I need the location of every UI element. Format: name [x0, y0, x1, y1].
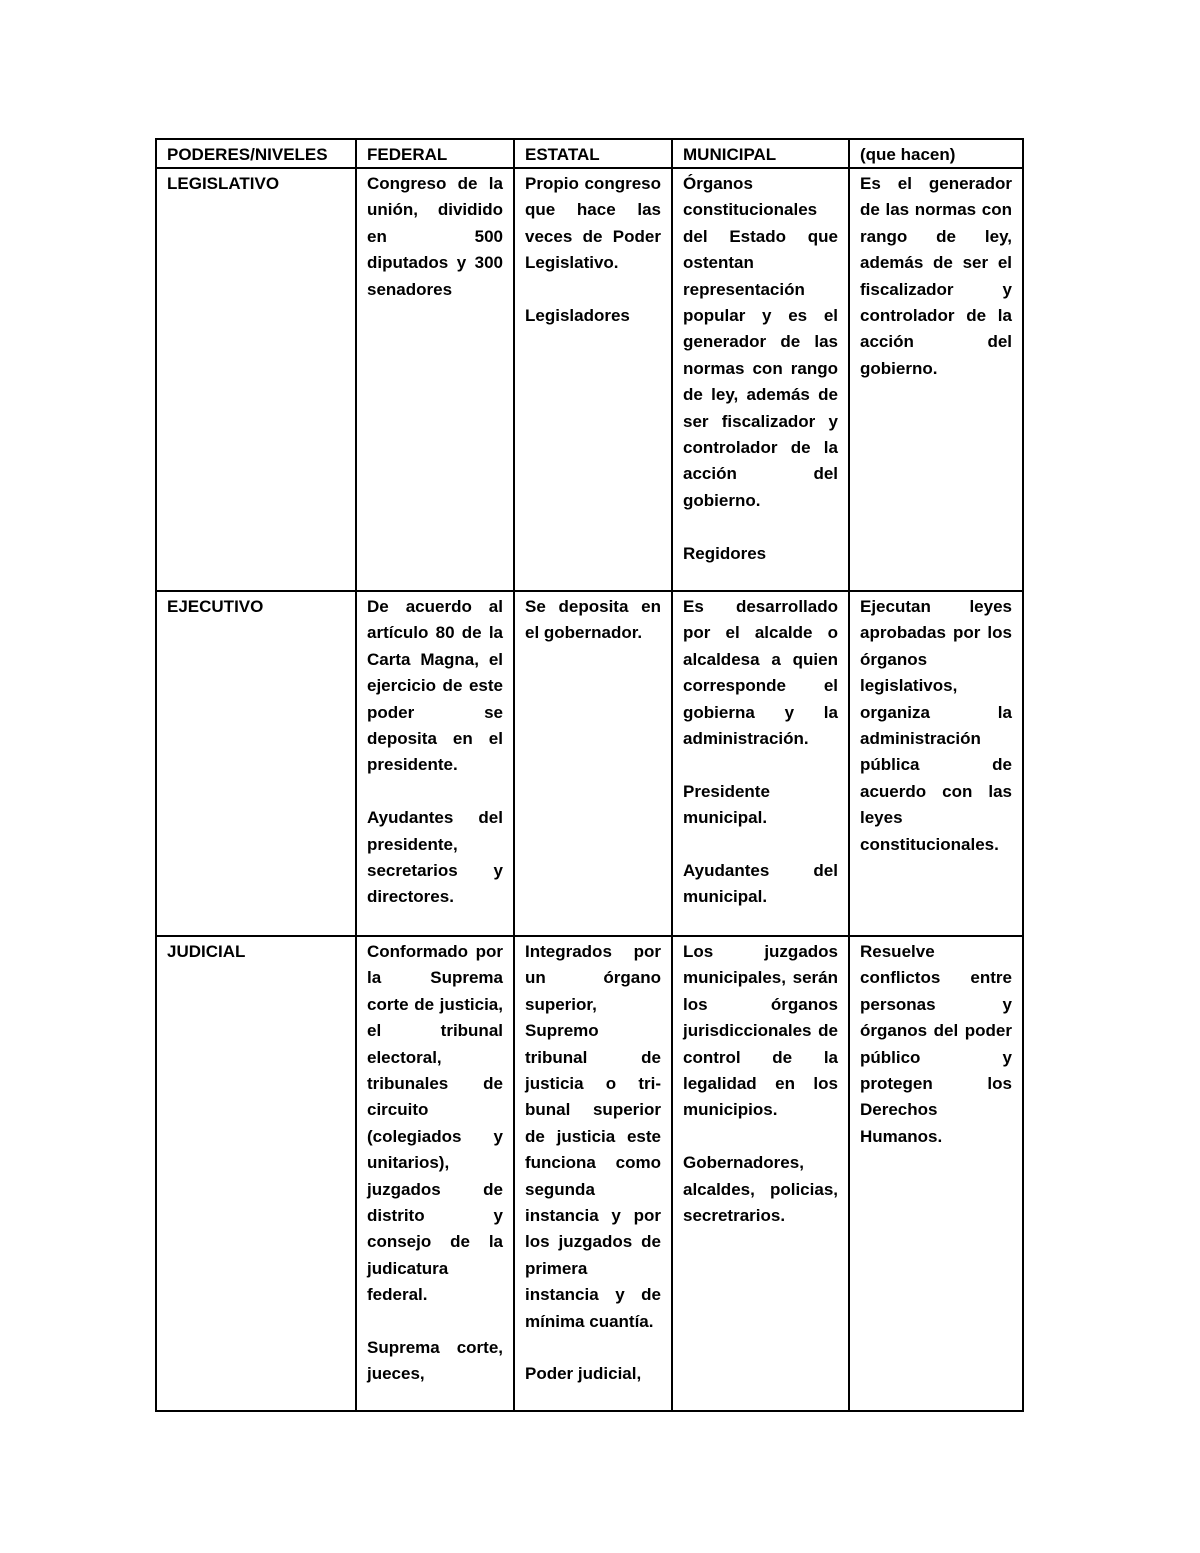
cell-paragraph: Legisladores [525, 306, 630, 326]
cell-paragraph: Propio congreso que hace las veces de Poder Legislativo. [525, 174, 661, 273]
cell-paragraph: Es desarrollado por el alcalde o alcaldesa a quien corresponde el gobierna y la administración. [683, 597, 838, 749]
cell-paragraph: Se deposita en el gobernador. [525, 597, 661, 643]
header-que-hacen: (que hacen) [849, 139, 1023, 168]
cell-paragraph: Es el generador de las normas con rango de ley, además de ser el fiscalizador y controlador de la acción del gobierno. [860, 174, 1012, 378]
cell-ejecutivo-que-hacen [849, 591, 1023, 936]
cell-paragraph: Ayudantes del municipal. [683, 861, 838, 907]
cell-paragraph: Poder judicial, [525, 1364, 642, 1384]
cell-judicial-municipal [672, 936, 849, 1411]
row-label-judicial: JUDICIAL [156, 936, 356, 1411]
row-label-ejecutivo: EJECUTIVO [156, 591, 356, 936]
cell-paragraph: Suprema corte, jueces, [367, 1338, 503, 1384]
cell-ejecutivo-estatal [514, 591, 672, 936]
cell-ejecutivo-municipal [672, 591, 849, 936]
cell-paragraph: Regidores [683, 543, 767, 563]
cell-paragraph: Congreso de la unión, dividido en 500 diputados y 300 senadores [367, 174, 503, 299]
cell-legislativo-municipal [672, 168, 849, 591]
cell-paragraph: Ayudantes del presidente, secretarios y directores. [367, 808, 503, 907]
header-row [156, 139, 1023, 168]
powers-levels-table [155, 138, 1024, 1412]
cell-paragraph: Integrados por un órgano superior, Supremo tribunal de justicia o tri-bunal superior de justicia este funciona como segunda instancia y por los juzgados de primera instancia y de mínima cuantía. [525, 942, 661, 1331]
cell-judicial-estatal [514, 936, 672, 1411]
cell-paragraph: Gobernadores, alcaldes, policias, secretrarios. [683, 1153, 838, 1226]
row-judicial [156, 936, 1023, 1411]
row-label-legislativo: LEGISLATIVO [156, 168, 356, 591]
cell-legislativo-federal [356, 168, 514, 591]
cell-paragraph: Los juzgados municipales, serán los órganos jurisdiccionales de control de la legalidad en los municipios. [683, 942, 838, 1120]
cell-paragraph: Resuelve conflictos entre personas y órganos del poder público y protegen los Derechos Humanos. [860, 942, 1012, 1146]
header-federal: FEDERAL [356, 139, 514, 168]
cell-judicial-federal [356, 936, 514, 1411]
cell-paragraph: Órganos constitucionales del Estado que ostentan representación popular y es el generador de las normas con rango de ley, además de ser fiscalizador y controlador de la acción del gobierno. [683, 174, 838, 510]
cell-paragraph: De acuerdo al artículo 80 de la Carta Magna, el ejercicio de este poder se deposita en el presidente. [367, 597, 503, 775]
cell-judicial-que-hacen [849, 936, 1023, 1411]
cell-legislativo-que-hacen [849, 168, 1023, 591]
row-ejecutivo [156, 591, 1023, 936]
header-municipal: MUNICIPAL [672, 139, 849, 168]
cell-paragraph: Conformado por la Suprema corte de justicia, el tribunal electoral, tribunales de circuito (colegiados y unitarios), juzgados de distrito y consejo de la judicatura federal. [367, 942, 503, 1305]
row-legislativo [156, 168, 1023, 591]
cell-paragraph: Presidente municipal. [683, 781, 770, 828]
cell-paragraph: Ejecutan leyes aprobadas por los órganos legislativos, organiza la administración pública de acuerdo con las leyes constitucionales. [860, 597, 1012, 854]
cell-legislativo-estatal [514, 168, 672, 591]
cell-ejecutivo-federal [356, 591, 514, 936]
header-poderes-niveles: PODERES/NIVELES [156, 139, 356, 168]
header-estatal: ESTATAL [514, 139, 672, 168]
